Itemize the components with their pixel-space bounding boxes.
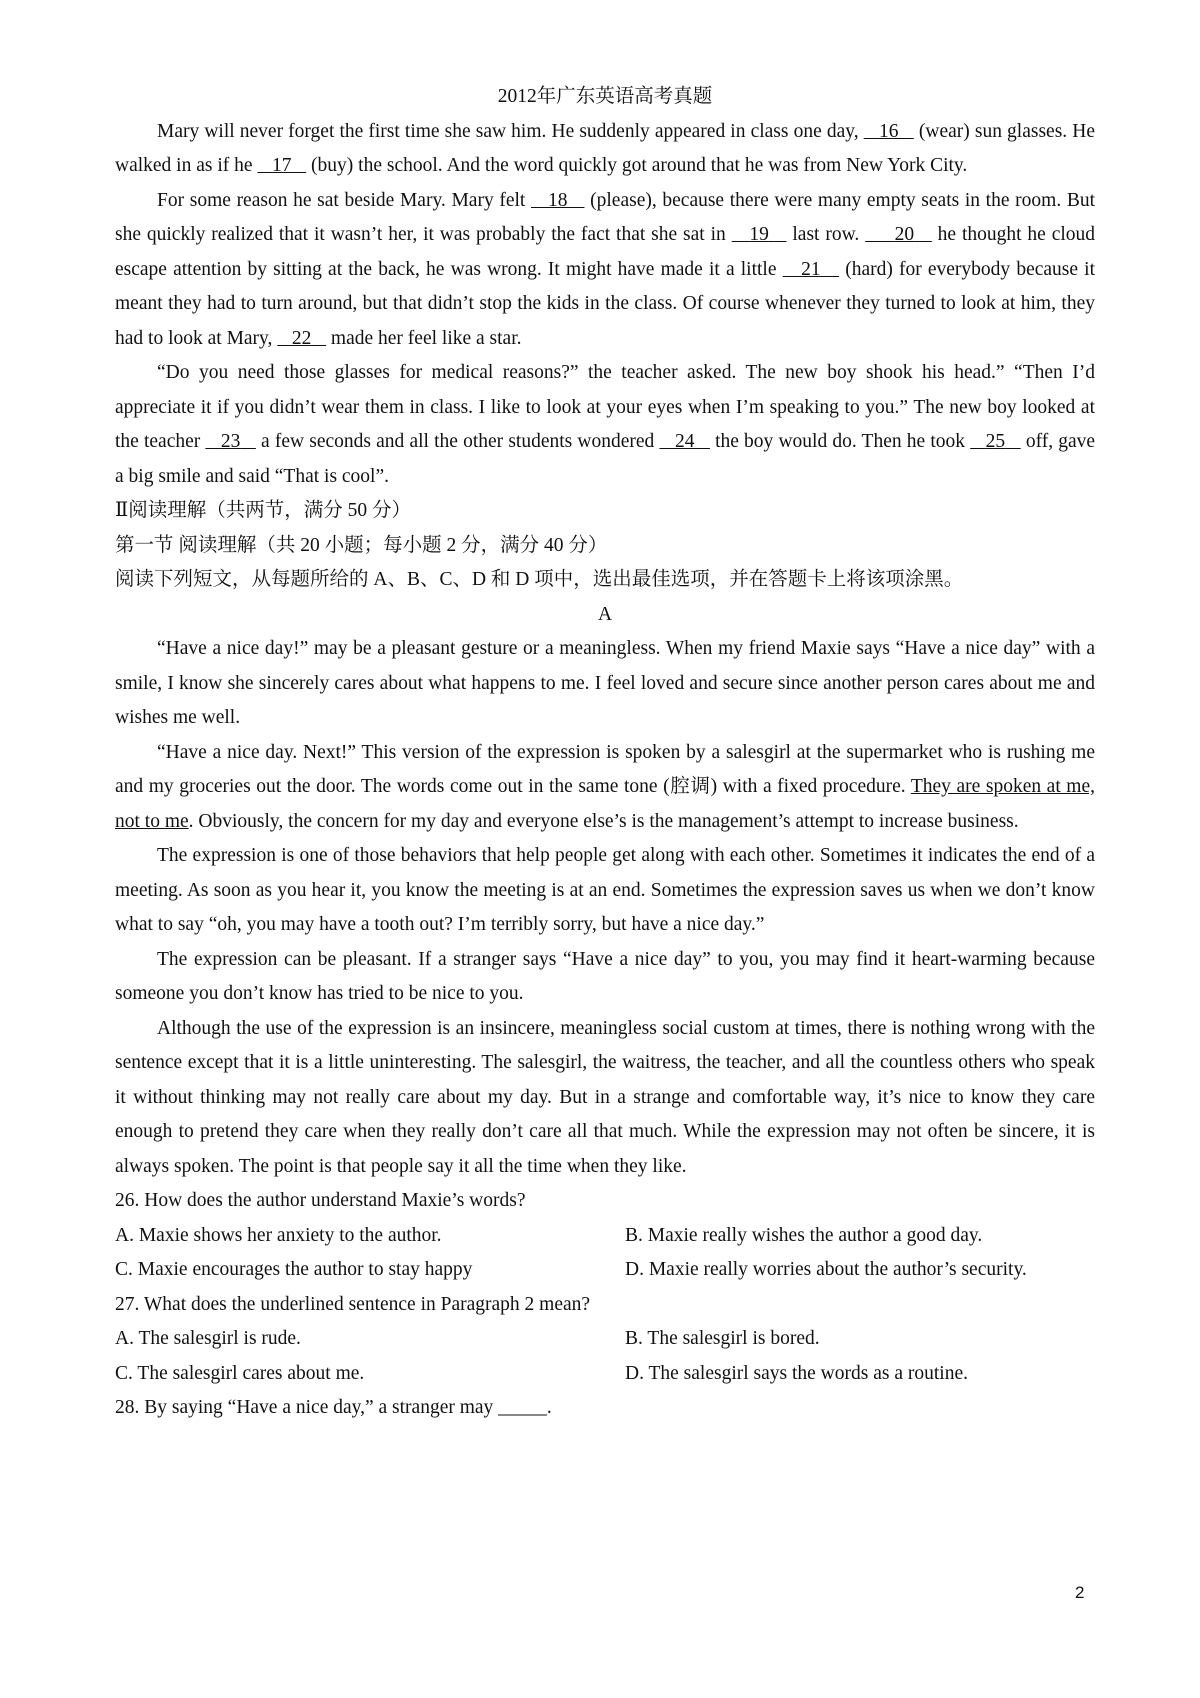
cloze-paragraph-1: Mary will never forget the first time she saw him. He suddenly appeared in class one day, 16 (wear) sun glasses. He walked in as if he 17 (buy) the school. And the word quickly got around that he was from New York City. <box>115 120 1095 176</box>
underlined-sentence: They are spoken at me, not to me <box>115 776 1095 832</box>
blank-16: 16 <box>878 120 899 142</box>
passage-paragraph-4: The expression can be pleasant. If a stranger says “Have a nice day” to you, you may find it heart-warming because someone you don’t know has tried to be nice to you. <box>115 948 1095 1004</box>
passage-paragraph-2: “Have a nice day. Next!” This version of the expression is spoken by a salesgirl at the supermarket who is rushing me and my groceries out the door. The words come out in the same tone (腔调) with a fixed procedure. They are spoken at me, not to me. Obviously, the concern for my day and everyone else’s is the management’s attempt to increase business. <box>115 741 1095 832</box>
blank-25: 25 <box>985 431 1006 452</box>
option-a: A. The salesgirl is rude. <box>115 1328 301 1349</box>
cloze-paragraph-3: “Do you need those glasses for medical reasons?” the teacher asked. The new boy shook his head.” “Then I’d appreciate it if you didn’t wear them in class. I like to look at your eyes when I’m speaking to you.” The new boy looked at the teacher 23 a few seconds and all the other students wondered 24 the boy would do. Then he took 25 off, gave a big smile and said “That is cool”. <box>115 362 1096 487</box>
passage-paragraph-1: “Have a nice day!” may be a pleasant gesture or a meaningless. When my friend Maxie says “Have a nice day” with a smile, I know she sincerely cares about what happens to me. I feel loved and secure since another person cares about me and wishes me well. <box>115 638 1095 728</box>
question-28-stem: 28. By saying “Have a nice day,” a stranger may _____. <box>115 1397 552 1418</box>
subsection-heading: 第一节 阅读理解（共 20 小题；每小题 2 分，满分 40 分） <box>115 534 608 556</box>
blank-22: 22 <box>291 327 312 349</box>
option-c: C. The salesgirl cares about me. <box>115 1362 365 1384</box>
option-d: D. Maxie really worries about the author’s security. <box>625 1259 1027 1280</box>
option-b: B. Maxie really wishes the author a good day. <box>625 1224 983 1246</box>
question-26-stem: 26. How does the author understand Maxie’s words? <box>115 1190 526 1211</box>
option-b: B. The salesgirl is bored. <box>625 1328 820 1349</box>
option-a: A. Maxie shows her anxiety to the author. <box>115 1224 442 1246</box>
page-number: 2 <box>1075 1583 1085 1602</box>
document-page <box>115 80 1095 1426</box>
page-title: 2012年广东英语高考真题 <box>497 86 713 107</box>
question-26-options <box>115 1219 1095 1288</box>
section-instruction: 阅读下列短文，从每题所给的 A、B、C、D 和 D 项中，选出最佳选项，并在答题卡上将该项涂黑。 <box>115 569 964 590</box>
option-d: D. The salesgirl says the words as a routine. <box>625 1362 968 1384</box>
blank-21: 21 <box>801 258 821 280</box>
passage-paragraph-5: Although the use of the expression is an insincere, meaningless social custom at times, there is nothing wrong with the sentence except that it is a little uninteresting. The salesgirl, the waitress, the teacher, and all the countless others who speak it without thinking may not really care about my day. But in a strange and comfortable way, it’s nice to know they care enough to pretend they care when they really don’t care all that much. While the expression may not often be sincere, it is always spoken. The point is that people say it all the time when they like. <box>115 1017 1095 1177</box>
blank-17: 17 <box>272 155 292 176</box>
question-27-stem: 27. What does the underlined sentence in Paragraph 2 mean? <box>115 1293 591 1315</box>
option-c: C. Maxie encourages the author to stay happy <box>115 1259 473 1280</box>
blank-24: 24 <box>674 431 695 452</box>
cloze-paragraph-2: For some reason he sat beside Mary. Mary felt 18 (please), because there were many empty seats in the room. But she quickly realized that it wasn’t her, it was probably the fact that she sat in 19 last row. 20 he thought he cloud escape attention by sitting at the back, he was wrong. It might have made it a little 21 (hard) for everybody because it meant they had to turn around, but that didn’t stop the kids in the class. Of course whenever they turned to look at him, they had to look at Mary, 22 made her feel like a star. <box>115 189 1096 349</box>
blank-19: 19 <box>749 224 769 245</box>
blank-20: 20 <box>894 224 915 245</box>
passage-label: A <box>597 603 613 625</box>
blank-18: 18 <box>548 189 568 211</box>
blank-23: 23 <box>220 431 241 452</box>
passage-paragraph-3: The expression is one of those behaviors that help people get along with each other. Sometimes it indicates the end of a meeting. As soon as you hear it, you know the meeting is at an end. Sometimes the expression saves us when we don’t know what to say “oh, you may have a tooth out? I’m terribly sorry, but have a nice day.” <box>115 845 1095 935</box>
section-heading: Ⅱ阅读理解（共两节，满分 50 分） <box>115 500 412 521</box>
question-27-options <box>115 1322 1095 1391</box>
